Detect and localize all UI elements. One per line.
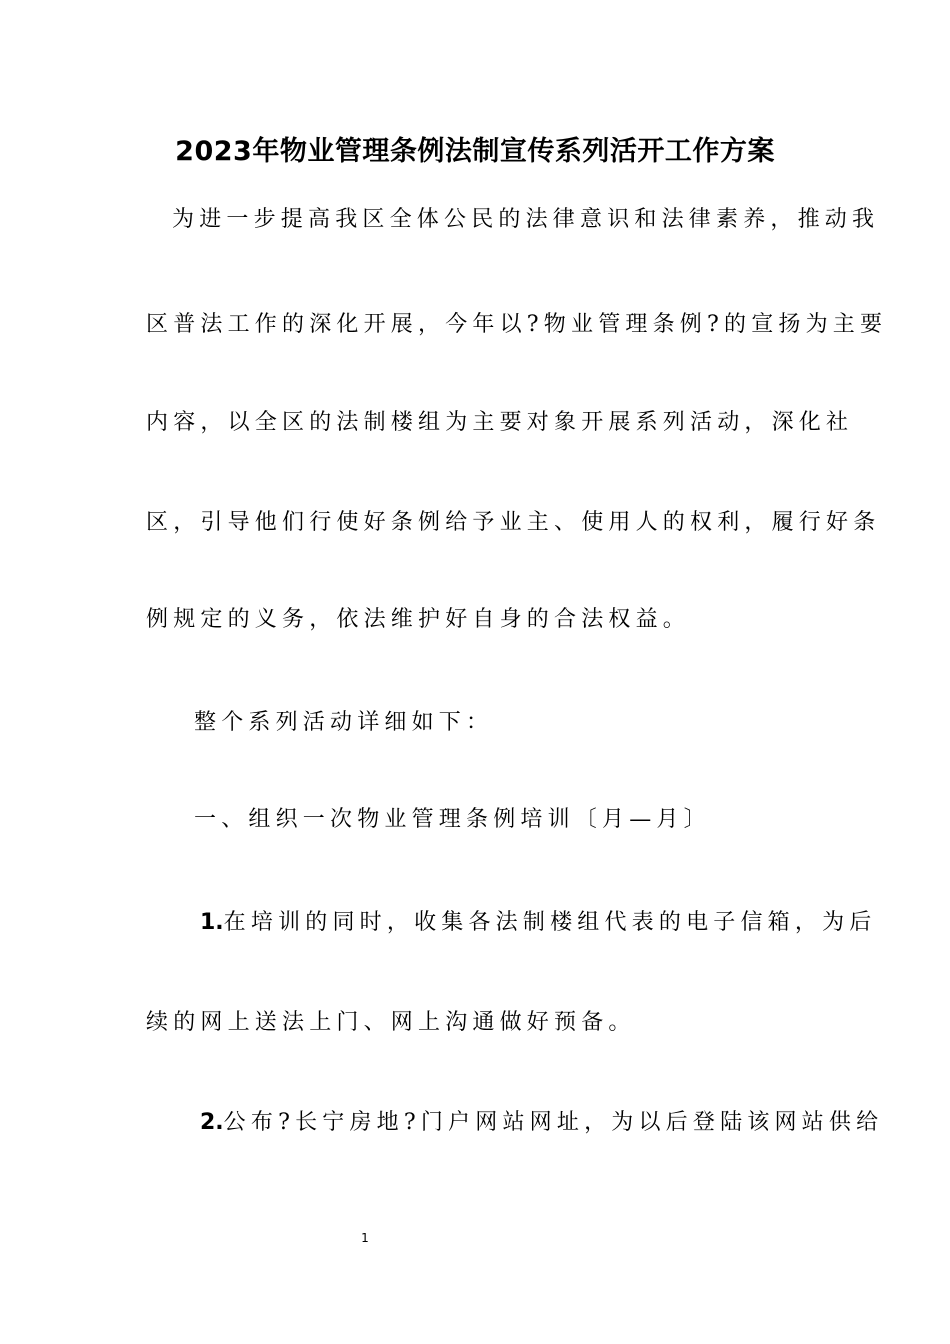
paragraph-line: 续的网上送法上门、网上沟通做好预备。 bbox=[146, 1010, 636, 1035]
section-intro: 整个系列活动详细如下： bbox=[194, 710, 494, 735]
list-item-text: 公布?长宁房地?门户网站网址，为以后登陆该网站供给 bbox=[223, 1110, 884, 1135]
paragraph-line: 内容，以全区的法制楼组为主要对象开展系列活动，深化社 bbox=[146, 410, 854, 435]
paragraph-line: 区，引导他们行使好条例给予业主、使用人的权利，履行好条 bbox=[146, 510, 881, 535]
list-item-number: 1. bbox=[200, 910, 224, 935]
paragraph-line: 为进一步提高我区全体公民的法律意识和法律素养，推动我 bbox=[172, 207, 880, 232]
paragraph-line: 区普法工作的深化开展，今年以?物业管理条例?的宣扬为主要 bbox=[146, 312, 888, 337]
list-item-text: 在培训的同时，收集各法制楼组代表的电子信箱，为后 bbox=[223, 910, 877, 935]
section-heading: 一、组织一次物业管理条例培训〔月—月〕 bbox=[194, 807, 711, 832]
list-item bbox=[200, 903, 876, 943]
list-item bbox=[200, 1103, 883, 1143]
list-item-number: 2. bbox=[200, 1110, 224, 1135]
paragraph-line: 例规定的义务，依法维护好自身的合法权益。 bbox=[146, 607, 691, 632]
document-title: 2023年物业管理条例法制宣传系列活开工作方案 bbox=[175, 136, 775, 167]
page-number: 1 bbox=[361, 1231, 369, 1245]
